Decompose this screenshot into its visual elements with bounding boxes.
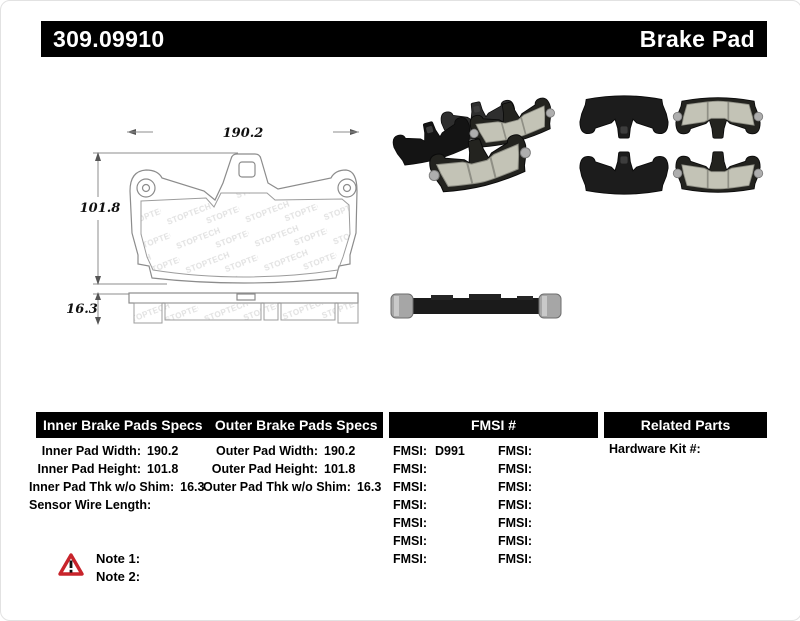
fmsi-label: FMSI: (393, 516, 428, 530)
spec-label: Outer Pad Height: (211, 462, 318, 476)
fmsi-column-2 (498, 442, 598, 568)
fmsi-value (540, 460, 598, 478)
note-line: Note 1: (96, 551, 141, 566)
header-bar (41, 21, 767, 57)
note-line: Note 2: (96, 569, 141, 584)
inner-specs-column (29, 442, 205, 514)
fmsi-value (540, 514, 598, 532)
spec-row (29, 478, 205, 496)
spec-row (203, 460, 366, 478)
fmsi-label: FMSI: (498, 534, 533, 548)
spec-value: 16.3 (180, 480, 205, 494)
dimension-height-label: 101.8 (79, 201, 121, 216)
spec-row (29, 460, 189, 478)
spec-row (29, 496, 189, 514)
fmsi-row (393, 514, 493, 532)
spec-row (203, 478, 382, 496)
fmsi-value (540, 442, 598, 460)
fmsi-row (393, 496, 493, 514)
fmsi-label: FMSI: (393, 498, 428, 512)
fmsi-row (498, 514, 598, 532)
fmsi-value (435, 514, 493, 532)
spec-value: 16.3 (356, 480, 382, 494)
fmsi-value (435, 496, 493, 514)
outer-specs-column (203, 442, 382, 496)
fmsi-row (498, 460, 598, 478)
spec-value: 101.8 (147, 462, 179, 476)
related-parts-row (609, 442, 701, 456)
spec-label: Inner Pad Width: (41, 444, 141, 458)
fmsi-row (498, 478, 598, 496)
fmsi-row (498, 550, 598, 568)
fmsi-value (540, 496, 598, 514)
fmsi-label: FMSI: (498, 552, 533, 566)
fmsi-row (498, 442, 598, 460)
table-header-outer-specs: Outer Brake Pads Specs (214, 417, 378, 433)
spec-label: Sensor Wire Length: (29, 498, 152, 512)
table-header-inner-specs: Inner Brake Pads Specs (42, 417, 203, 433)
fmsi-value (435, 478, 493, 496)
fmsi-label: FMSI: (393, 480, 428, 494)
dimension-thickness (66, 292, 131, 325)
spec-value: 101.8 (324, 462, 356, 476)
fmsi-value (540, 532, 598, 550)
fmsi-column-1 (393, 442, 493, 568)
spec-row (29, 442, 189, 460)
fmsi-value (540, 550, 598, 568)
dimension-width (127, 126, 359, 141)
fmsi-label: FMSI: (498, 462, 533, 476)
warning-icon (57, 552, 85, 578)
part-number: 309.09910 (53, 25, 165, 52)
fmsi-label: FMSI: (393, 444, 428, 458)
fmsi-value (435, 550, 493, 568)
table-header-fmsi: FMSI # (389, 412, 598, 438)
technical-drawing (56, 106, 381, 341)
fmsi-label: FMSI: (393, 534, 428, 548)
fmsi-label: FMSI: (498, 444, 533, 458)
fmsi-row (393, 550, 493, 568)
fmsi-row (498, 496, 598, 514)
spec-value: 190.2 (147, 444, 179, 458)
spec-label: Inner Pad Height: (37, 462, 141, 476)
fmsi-label: FMSI: (393, 552, 428, 566)
dimension-thickness-label: 16.3 (66, 302, 98, 317)
product-title: Brake Pad (639, 25, 755, 52)
fmsi-value (540, 478, 598, 496)
fmsi-row (393, 478, 493, 496)
fmsi-row (393, 460, 493, 478)
fmsi-label: FMSI: (393, 462, 428, 476)
product-photo-grid (573, 86, 765, 204)
spec-row (203, 442, 366, 460)
center-tab-hole (239, 162, 255, 177)
pad-side-view (129, 293, 358, 323)
fmsi-label: FMSI: (498, 498, 533, 512)
dimension-width-label: 190.2 (222, 126, 264, 141)
table-header-pad-specs (36, 412, 383, 438)
spec-value: 190.2 (324, 444, 356, 458)
fmsi-row (393, 532, 493, 550)
pad-front-view (130, 154, 357, 283)
fmsi-value (435, 532, 493, 550)
spec-label: Inner Pad Thk w/o Shim: (29, 480, 175, 494)
spec-label: Outer Pad Thk w/o Shim: (203, 480, 351, 494)
fmsi-label: FMSI: (498, 480, 533, 494)
table-header-related-parts: Related Parts (604, 412, 767, 438)
fmsi-row (498, 532, 598, 550)
product-photo-edge (387, 284, 569, 336)
fmsi-row (393, 442, 493, 460)
spec-value (151, 496, 189, 514)
fmsi-value (435, 460, 493, 478)
fmsi-label: FMSI: (498, 516, 533, 530)
fmsi-value: D991 (435, 444, 465, 458)
spec-label: Outer Pad Width: (216, 444, 318, 458)
related-parts-label: Hardware Kit #: (609, 442, 701, 456)
product-photo-angled (389, 86, 574, 204)
